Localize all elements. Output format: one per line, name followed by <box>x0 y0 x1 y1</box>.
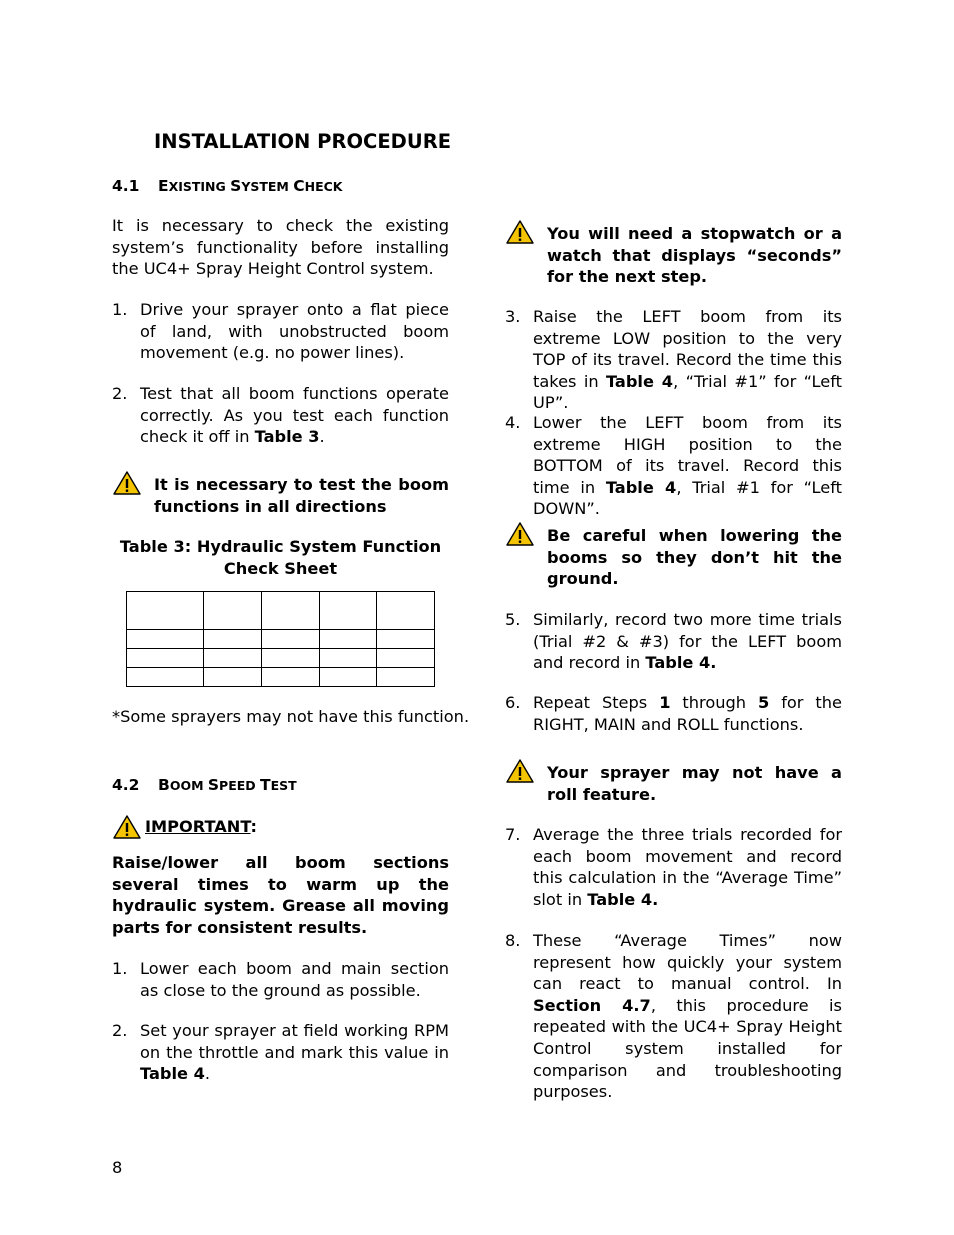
section-4-1-heading: 4.1 EXISTING SYSTEM CHECK <box>112 177 343 195</box>
list-item: 1. Lower each boom and main section as close to the ground as possible. <box>112 959 449 1000</box>
table-cell <box>377 649 435 668</box>
table-cell <box>319 668 377 687</box>
warning-note: It is necessary to test the boom functions in all directions <box>112 474 449 517</box>
hydraulic-check-table <box>126 591 435 687</box>
section-number: 4.2 <box>112 776 140 794</box>
table-caption: Table 3: Hydraulic System Function Check Sheet <box>119 537 442 578</box>
table-cell <box>127 592 204 630</box>
table-cell <box>204 630 262 649</box>
table-cell <box>262 592 320 630</box>
list-item: 2. Set your sprayer at field working RPM on the throttle and mark this value in Table 4. <box>112 1021 449 1084</box>
important-heading: IMPORTANT: <box>112 816 257 838</box>
list-item: 8. These “Average Times” now represent how quickly your system can react to manual control. In Section 4.7, this procedure is repeated with the UC4+ Spray Height Control system installed for comparison and troubleshooting purposes. <box>505 931 842 1102</box>
warning-note: Your sprayer may not have a roll feature. <box>505 762 842 805</box>
table-cell <box>127 649 204 668</box>
important-text: Raise/lower all boom sections several times to warm up the hydraulic system. Grease all moving parts for consistent results. <box>112 853 449 937</box>
table-cell <box>319 592 377 630</box>
table-cell <box>377 668 435 687</box>
warning-triangle-icon <box>112 470 142 496</box>
warning-triangle-icon <box>505 521 535 547</box>
table-cell <box>319 630 377 649</box>
table-cell <box>262 649 320 668</box>
table-cell <box>204 649 262 668</box>
section-4-2-heading: 4.2 BOOM SPEED TEST <box>112 776 297 794</box>
table-cell <box>127 630 204 649</box>
list-item: 2. Test that all boom functions operate correctly. As you test each function check it off in Table 3. <box>112 384 449 447</box>
table-cell <box>319 649 377 668</box>
table-cell <box>377 592 435 630</box>
list-item: 7. Average the three trials recorded for each boom movement and record this calculation in the “Average Time” slot in Table 4. <box>505 825 842 909</box>
list-item: 1. Drive your sprayer onto a flat piece of land, with unobstructed boom movement (e.g. no power lines). <box>112 300 449 363</box>
table-cell <box>262 668 320 687</box>
list-item: 6. Repeat Steps 1 through 5 for the RIGHT, MAIN and ROLL functions. <box>505 693 842 734</box>
list-item: 5. Similarly, record two more time trials (Trial #2 & #3) for the LEFT boom and record in Table 4. <box>505 610 842 673</box>
table-cell <box>204 592 262 630</box>
table-cell <box>377 630 435 649</box>
warning-triangle-icon <box>505 758 535 784</box>
table-cell <box>262 630 320 649</box>
warning-triangle-icon <box>505 219 535 245</box>
list-item: 4. Lower the LEFT boom from its extreme HIGH position to the BOTTOM of its travel. Record this time in Table 4, Trial #1 for “Left DOWN”. <box>505 413 842 519</box>
table-cell <box>204 668 262 687</box>
table-cell <box>127 668 204 687</box>
page-title: INSTALLATION PROCEDURE <box>154 130 452 153</box>
warning-note: You will need a stopwatch or a watch that displays “seconds” for the next step. <box>505 223 842 288</box>
warning-triangle-icon <box>112 814 142 840</box>
page-number: 8 <box>112 1158 123 1177</box>
section-number: 4.1 <box>112 177 140 195</box>
warning-note: Be careful when lowering the booms so they don’t hit the ground. <box>505 525 842 590</box>
footnote: *Some sprayers may not have this function. <box>112 707 470 726</box>
intro-paragraph: It is necessary to check the existing system’s functionality before installing the UC4+ Spray Height Control system. <box>112 216 449 279</box>
list-item: 3. Raise the LEFT boom from its extreme LOW position to the very TOP of its travel. Record the time this takes in Table 4, “Trial #1” for “Left UP”. <box>505 307 842 413</box>
